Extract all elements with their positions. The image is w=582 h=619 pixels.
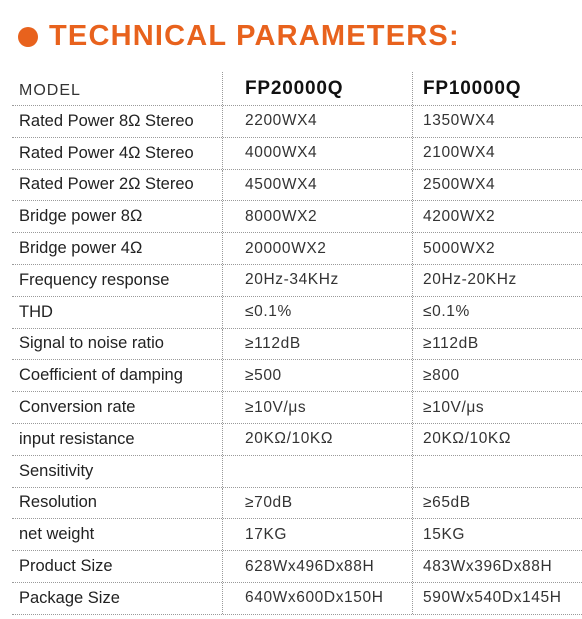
row-label: Conversion rate: [19, 398, 136, 417]
row-value-model-a: [222, 456, 412, 487]
row-label: Bridge power 4Ω: [19, 239, 143, 258]
table-row: [12, 519, 582, 551]
row-value-model-b: ≥65dB: [412, 488, 582, 519]
row-label: input resistance: [19, 429, 135, 448]
row-label: Product Size: [19, 557, 113, 576]
row-value-model-b: 590Wx540Dx145H: [412, 583, 582, 614]
table-header-row: [12, 72, 582, 106]
table-row: [12, 170, 582, 202]
row-label: Frequency response: [19, 270, 170, 289]
table-row: [12, 106, 582, 138]
table-row: [12, 138, 582, 170]
row-value-model-b: 5000WX2: [412, 233, 582, 264]
row-value-model-a: ≥112dB: [222, 329, 412, 360]
row-value-model-b: 15KG: [412, 519, 582, 550]
bullet-dot-icon: [18, 27, 38, 47]
table-row: [12, 201, 582, 233]
table-row: [12, 297, 582, 329]
row-label: Rated Power 4Ω Stereo: [19, 143, 194, 162]
spec-table: [12, 72, 582, 615]
table-row: [12, 265, 582, 297]
row-label: net weight: [19, 525, 95, 544]
row-label: Bridge power 8Ω: [19, 207, 143, 226]
row-value-model-b: ≥10V/μs: [412, 392, 582, 423]
row-value-model-b: ≥800: [412, 360, 582, 391]
row-value-model-a: 4500WX4: [222, 170, 412, 201]
row-value-model-b: ≤0.1%: [412, 297, 582, 328]
table-row: [12, 551, 582, 583]
row-value-model-b: [412, 456, 582, 487]
row-value-model-a: 2200WX4: [222, 106, 412, 137]
row-value-model-a: ≥10V/μs: [222, 392, 412, 423]
row-value-model-a: 20000WX2: [222, 233, 412, 264]
row-value-model-b: 20Hz-20KHz: [412, 265, 582, 296]
row-label: Resolution: [19, 493, 97, 512]
row-value-model-a: 628Wx496Dx88H: [222, 551, 412, 582]
row-value-model-a: ≥70dB: [222, 488, 412, 519]
row-value-model-b: 1350WX4: [412, 106, 582, 137]
table-row: [12, 360, 582, 392]
header-model-label: MODEL: [19, 81, 81, 99]
header-model-a: FP20000Q: [222, 72, 412, 105]
row-value-model-b: ≥112dB: [412, 329, 582, 360]
table-row: [12, 392, 582, 424]
row-value-model-a: 20KΩ/10KΩ: [222, 424, 412, 455]
row-value-model-b: 2500WX4: [412, 170, 582, 201]
row-label: THD: [19, 302, 53, 321]
row-value-model-b: 4200WX2: [412, 201, 582, 232]
row-value-model-a: 640Wx600Dx150H: [222, 583, 412, 614]
row-value-model-a: ≤0.1%: [222, 297, 412, 328]
header-model-b: FP10000Q: [412, 72, 582, 105]
row-label: Rated Power 2Ω Stereo: [19, 175, 194, 194]
row-value-model-b: 2100WX4: [412, 138, 582, 169]
table-row: [12, 233, 582, 265]
row-value-model-a: 17KG: [222, 519, 412, 550]
table-row: [12, 456, 582, 488]
table-row: [12, 424, 582, 456]
row-value-model-a: 20Hz-34KHz: [222, 265, 412, 296]
row-value-model-a: ≥500: [222, 360, 412, 391]
row-label: Package Size: [19, 588, 120, 607]
row-value-model-b: 483Wx396Dx88H: [412, 551, 582, 582]
row-value-model-a: 8000WX2: [222, 201, 412, 232]
row-label: Signal to noise ratio: [19, 334, 164, 353]
row-label: Rated Power 8Ω Stereo: [19, 111, 194, 130]
table-row: [12, 583, 582, 615]
row-label: Sensitivity: [19, 461, 94, 480]
row-value-model-a: 4000WX4: [222, 138, 412, 169]
table-row: [12, 329, 582, 361]
row-label: Coefficient of damping: [19, 366, 183, 385]
table-row: [12, 488, 582, 520]
section-heading: [18, 20, 460, 53]
page-title: TECHNICAL PARAMETERS:: [49, 20, 460, 52]
row-value-model-b: 20KΩ/10KΩ: [412, 424, 582, 455]
